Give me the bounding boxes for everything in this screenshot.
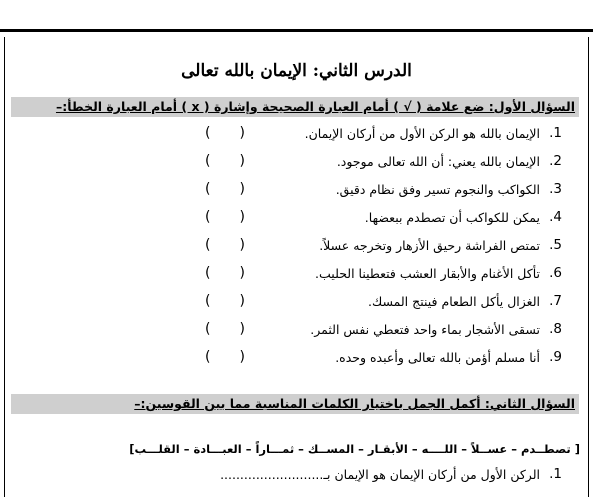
item-number: 4.: [549, 209, 562, 225]
answer-box-open: (: [205, 293, 211, 309]
fill-blank-item[interactable]: [5, 466, 588, 486]
item-number: 5.: [549, 237, 562, 253]
answer-box-open: (: [205, 237, 211, 253]
answer-box-open: (: [205, 181, 211, 197]
answer-box[interactable]: [205, 293, 245, 309]
answer-box-open: (: [205, 349, 211, 365]
item-text: تأكل الأغنام والأبقار العشب فتعطينا الحليب.: [315, 266, 540, 281]
answer-box-close: ): [239, 349, 245, 365]
item-number: 6.: [549, 265, 562, 281]
list-item: [5, 293, 588, 313]
list-item: [5, 125, 588, 145]
answer-box[interactable]: [205, 125, 245, 141]
list-item: [5, 321, 588, 341]
answer-box-close: ): [239, 209, 245, 225]
item-text: أنا مسلم أؤمن بالله تعالى وأعبده وحده.: [335, 350, 540, 365]
worksheet-page: [4, 37, 589, 497]
item-number: 2.: [549, 153, 562, 169]
list-item: [5, 181, 588, 201]
item-text: الركن الأول من أركان الإيمان هو الإيمان بـ..........................: [220, 467, 540, 482]
section1-heading-bar: [11, 97, 579, 117]
list-item: [5, 349, 588, 369]
answer-box[interactable]: [205, 265, 245, 281]
answer-box[interactable]: [205, 209, 245, 225]
answer-box-close: ): [239, 265, 245, 281]
item-text: تسقى الأشجار بماء واحد فتعطي نفس الثمر.: [310, 322, 540, 337]
list-item: [5, 265, 588, 285]
answer-box-open: (: [205, 321, 211, 337]
top-rule: [0, 29, 593, 32]
section2-heading: السؤال الثاني: أكمل الجمل باختيار الكلمات المناسبة مما بين القوسين:–: [134, 396, 575, 411]
item-text: يمكن للكواكب أن تصطدم ببعضها.: [364, 210, 540, 225]
answer-box-close: ): [239, 181, 245, 197]
answer-box[interactable]: [205, 153, 245, 169]
answer-box-close: ): [239, 125, 245, 141]
item-text: تمتص الفراشة رحيق الأزهار وتخرجه عسلاً.: [319, 238, 540, 253]
item-number: 1.: [549, 125, 562, 141]
item-text: الإيمان بالله يعني: أن الله تعالى موجود.: [336, 154, 540, 169]
section2-heading-bar: [11, 394, 579, 414]
answer-box-close: ): [239, 153, 245, 169]
answer-box-close: ): [239, 321, 245, 337]
item-number: 1.: [549, 466, 562, 482]
list-item: [5, 209, 588, 229]
list-item: [5, 153, 588, 173]
word-bank: [ تصطــدم – عســلاً – اللــــه – الأبقـار – المســك – ثمـــاراً – العبـــادة – القلـــب]: [129, 442, 580, 456]
page-title: الدرس الثاني: الإيمان بالله تعالى: [181, 61, 412, 81]
answer-box-close: ): [239, 293, 245, 309]
item-number: 3.: [549, 181, 562, 197]
answer-box[interactable]: [205, 181, 245, 197]
item-text: الإيمان بالله هو الركن الأول من أركان الإيمان.: [304, 126, 540, 141]
item-number: 7.: [549, 293, 562, 309]
item-text: الكواكب والنجوم تسير وفق نظام دقيق.: [335, 182, 540, 197]
answer-box-open: (: [205, 209, 211, 225]
answer-box-open: (: [205, 153, 211, 169]
item-number: 9.: [549, 349, 562, 365]
item-text: الغزال يأكل الطعام فينتج المسك.: [367, 294, 540, 309]
list-item: [5, 237, 588, 257]
answer-box-open: (: [205, 265, 211, 281]
section1-heading: السؤال الأول: ضع علامة ( √ ) أمام العبارة الصحيحة وإشارة ( x ) أمام العبارة الخطأ:–: [55, 99, 575, 114]
answer-box-close: ): [239, 237, 245, 253]
item-number: 8.: [549, 321, 562, 337]
answer-box[interactable]: [205, 321, 245, 337]
answer-box[interactable]: [205, 237, 245, 253]
answer-box[interactable]: [205, 349, 245, 365]
answer-box-open: (: [205, 125, 211, 141]
